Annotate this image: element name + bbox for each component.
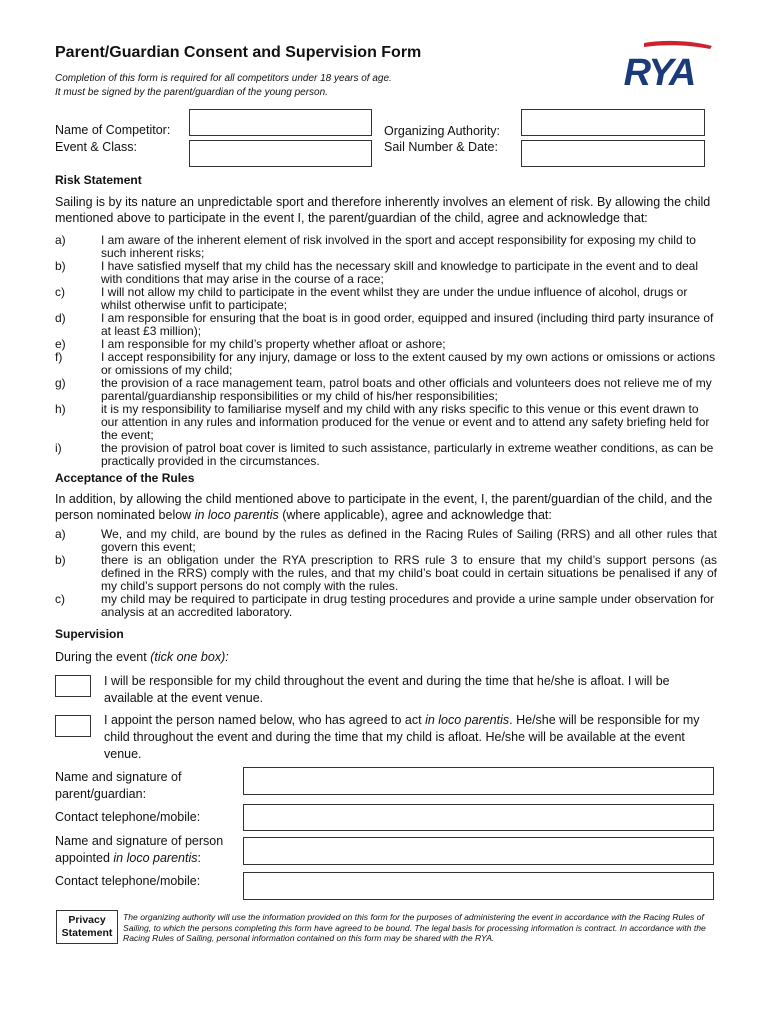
rules-intro-text-1: In addition, by allowing the child mentioned above to participate in the event, I, the parent/guardian of the child, and the person nominated below	[55, 492, 713, 522]
risk-item-text: I accept responsibility for any injury, damage or loss to the extent caused by my own actions or omissions or actions or omissions of my child;	[101, 350, 716, 377]
risk-item	[55, 442, 717, 468]
event-class-field[interactable]	[189, 140, 372, 167]
risk-item-text: I have satisfied myself that my child has the necessary skill and knowledge to participate in the event and to deal with conditions that may arise in the course of a race;	[101, 259, 698, 286]
appointed-signature-label-1: Name and signature of person	[55, 834, 224, 848]
rya-logo-text: RYA	[623, 52, 695, 90]
option-1-checkbox[interactable]	[55, 675, 91, 697]
form-subtitle-2: It must be signed by the parent/guardian of the young person.	[55, 87, 328, 98]
appointed-signature-field[interactable]	[243, 837, 714, 865]
appointed-text: appointed	[55, 851, 114, 865]
risk-item-text: the provision of a race management team, patrol boats and other officials and volunteers does not relieve me of my parental/guardianship responsibilities or my child of his/her responsibilities;	[101, 376, 712, 403]
risk-item	[55, 234, 717, 260]
authority-field[interactable]	[521, 109, 705, 136]
risk-item	[55, 286, 717, 312]
rules-item	[55, 593, 717, 619]
tick-instruction: (tick one box):	[150, 650, 229, 664]
option-1-text: I will be responsible for my child throughout the event and during the time that he/she is afloat. I will be available at the event venue.	[104, 674, 670, 705]
risk-item	[55, 351, 717, 377]
rules-item-letter: c)	[55, 592, 65, 606]
risk-item-letter: e)	[55, 337, 66, 351]
phone-field-1[interactable]	[243, 804, 714, 831]
risk-item-letter: f)	[55, 350, 63, 364]
option-2-checkbox[interactable]	[55, 715, 91, 737]
parent-signature-label	[55, 769, 181, 803]
during-text: During the event	[55, 650, 151, 664]
risk-item	[55, 403, 717, 442]
sail-date-label: Sail Number & Date:	[384, 140, 498, 154]
risk-list	[55, 234, 717, 468]
rya-logo	[604, 40, 714, 90]
rules-list	[55, 528, 717, 619]
phone-label-1: Contact telephone/mobile:	[55, 810, 201, 824]
risk-item-letter: d)	[55, 311, 66, 325]
event-class-label: Event & Class:	[55, 140, 137, 154]
option-2-text-a: I appoint the person named below, who has agreed to act	[104, 713, 426, 727]
rules-intro-italic: in loco parentis	[194, 508, 279, 522]
option-2-text	[104, 712, 716, 763]
phone-label-2: Contact telephone/mobile:	[55, 874, 201, 888]
form-subtitle-1: Completion of this form is required for all competitors under 18 years of age.	[55, 73, 392, 84]
risk-item-letter: b)	[55, 259, 66, 273]
rules-item-text: there is an obligation under the RYA prescription to RRS rule 3 to ensure that my child’s support persons (as defined in the RRS) comply with the rules, and that my child’s boat could in certain situations be penalised if any of my child’s support persons do not comply with the rules.	[101, 553, 717, 593]
privacy-text: The organizing authority will use the information provided on this form for the purposes of administering the event in accordance with the Racing Rules of Sailing, to which the persons completing this form have agreed to be bound. The legal basis for processing information is contract. In accordance with the Racing Rules of Sailing, personal information contained on this form may be shared with the RYA.	[123, 912, 706, 943]
risk-item	[55, 377, 717, 403]
privacy-label-2: Statement	[61, 927, 113, 939]
appointed-signature-label	[55, 833, 223, 867]
risk-item	[55, 312, 717, 338]
privacy-label-box	[56, 910, 118, 944]
parent-signature-field[interactable]	[243, 767, 714, 795]
rules-intro	[55, 491, 715, 523]
form-title: Parent/Guardian Consent and Supervision Form	[55, 44, 422, 61]
rules-item	[55, 554, 717, 593]
appointed-signature-label-2	[55, 850, 223, 867]
risk-item-text: I will not allow my child to participate in the event whilst they are under the undue influence of alcohol, drugs or whilst otherwise unfit to participate;	[101, 285, 688, 312]
rules-item-text: We, and my child, are bound by the rules as defined in the Racing Rules of Sailing (RRS) and all other rules that govern this event;	[101, 527, 717, 554]
risk-intro: Sailing is by its nature an unpredictable sport and therefore inherently involves an element of risk. By allowing the child mentioned above to participate in the event I, the parent/guardian of the child, agree and acknowledge that:	[55, 195, 711, 225]
appointed-italic: in loco parentis	[113, 851, 198, 865]
rules-item-letter: a)	[55, 527, 66, 541]
privacy-label-1: Privacy	[68, 914, 106, 926]
competitor-field[interactable]	[189, 109, 372, 136]
appointed-colon: :	[197, 851, 201, 865]
parent-signature-label-2: parent/guardian:	[55, 787, 147, 801]
risk-item-letter: g)	[55, 376, 66, 390]
risk-item-text: the provision of patrol boat cover is limited to such assistance, particularly in extreme weather conditions, as can be practically provided in the circumstances.	[101, 441, 714, 468]
risk-heading: Risk Statement	[55, 173, 142, 187]
rules-item-text: my child may be required to participate in drug testing procedures and provide a urine sample under observation for analysis at an accredited laboratory.	[101, 592, 715, 619]
risk-item-letter: i)	[55, 441, 62, 455]
option-2-italic: in loco parentis	[425, 713, 510, 727]
risk-item-text: I am aware of the inherent element of risk involved in the sport and accept responsibility for exposing my child to such inherent risks;	[101, 233, 696, 260]
rules-item-letter: b)	[55, 553, 66, 567]
option-2-text-b: . He/she will be responsible for my child throughout the event and during the time that my child is afloat. He/she will be available at the event venue.	[104, 713, 700, 761]
risk-item	[55, 260, 717, 286]
rules-heading: Acceptance of the Rules	[55, 471, 195, 485]
risk-item-letter: h)	[55, 402, 66, 416]
phone-field-2[interactable]	[243, 872, 714, 900]
risk-item-text: I am responsible for my child’s property whether afloat or ashore;	[101, 337, 446, 351]
rules-intro-text-2: (where applicable), agree and acknowledge that:	[278, 508, 552, 522]
risk-item-text: I am responsible for ensuring that the boat is in good order, equipped and insured (including third party insurance of at least £3 million);	[101, 311, 714, 338]
rules-item	[55, 528, 717, 554]
supervision-during	[55, 649, 715, 665]
sail-date-field[interactable]	[521, 140, 705, 167]
authority-label: Organizing Authority:	[384, 124, 501, 138]
risk-item-letter: a)	[55, 233, 66, 247]
risk-item-text: it is my responsibility to familiarise myself and my child with any risks specific to this venue or this event drawn to our attention in any rules and information produced for the venue or event and to attend any safety briefing held for the event;	[101, 402, 710, 442]
risk-item-letter: c)	[55, 285, 65, 299]
competitor-label: Name of Competitor:	[55, 123, 171, 137]
parent-signature-label-1: Name and signature of	[55, 770, 182, 784]
supervision-heading: Supervision	[55, 627, 124, 641]
